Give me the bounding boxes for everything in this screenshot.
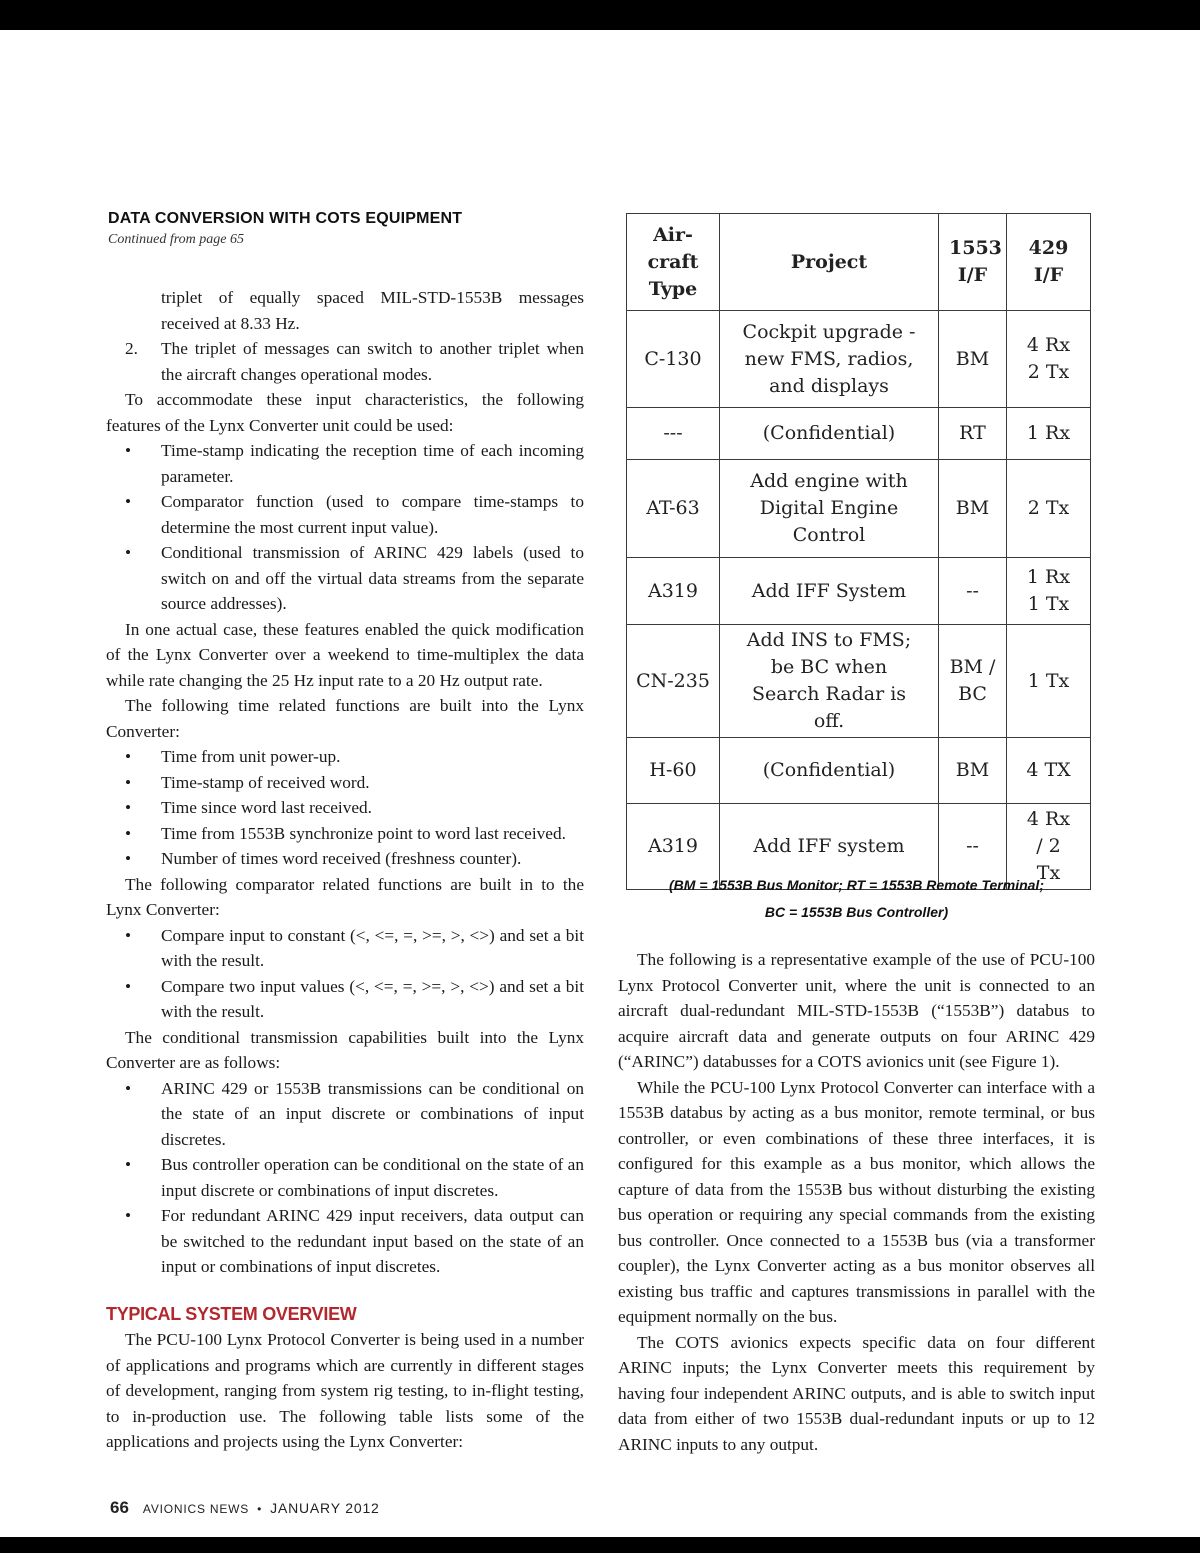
caption-line-2: BC = 1553B Bus Controller) <box>764 904 949 920</box>
cell-1553-if: RT <box>939 408 1007 460</box>
table-row <box>627 558 1091 625</box>
cell-1553-if: BM <box>939 311 1007 408</box>
paragraph: While the PCU-100 Lynx Protocol Converter can interface with a 1553B databus by acting as a bus monitor, remote terminal, or bus controller, or even combinations of these three interfaces, it is configured for this example as a bus monitor, which allows the capture of data from the 1553B bus without disturbing the existing bus operation or requiring any special commands from the existing bus controller. Once connected to a 1553B bus (via a transformer coupler), the Lynx Converter acting as a bus monitor observes all existing bus traffic and captures transmissions in parallel with the equipment normally on the bus. <box>618 1077 1095 1326</box>
paragraph: The COTS avionics expects specific data on four different ARINC inputs; the Lynx Converter meets this requirement by having four independent ARINC outputs, and is able to switch input data from either of two 1553B dual-redundant inputs or up to 12 ARINC inputs to any output. <box>618 1332 1095 1454</box>
cell-429-if: 4 Rx 2 Tx <box>1007 311 1091 408</box>
bullet-item <box>106 1152 584 1203</box>
bullet-item <box>106 846 584 872</box>
list-marker: • <box>125 772 132 792</box>
bullet-item <box>106 795 584 821</box>
cell-project: Add IFF system <box>720 804 939 890</box>
list-marker: • <box>125 1155 132 1174</box>
bullet-item <box>106 540 584 617</box>
header-aircraft-type: Air-craft Type <box>627 214 720 311</box>
table-row <box>627 460 1091 558</box>
cell-project: Add IFF System <box>720 558 939 625</box>
bullet-item <box>106 821 584 847</box>
footer-separator: • <box>257 1502 263 1516</box>
paragraph: To accommodate these input characteristics, the following features of the Lynx Converter unit could be used: <box>106 390 584 435</box>
bullet-item <box>106 489 584 540</box>
bullet-item <box>106 770 584 796</box>
paragraph: The following time related functions are built into the Lynx Converter: <box>106 696 584 741</box>
page-footer <box>110 1498 380 1518</box>
cell-1553-if: -- <box>939 558 1007 625</box>
cell-429-if: 1 Tx <box>1007 625 1091 738</box>
list-marker: • <box>125 849 132 868</box>
list-marker: • <box>125 798 132 817</box>
list-marker: • <box>125 1078 132 1098</box>
continued-note: Continued from page 65 <box>108 232 244 247</box>
table-header-row <box>627 214 1091 311</box>
bullet-item <box>106 923 584 974</box>
bullet-item <box>106 438 584 489</box>
bullet-item <box>106 744 584 770</box>
list-item-text: triplet of equally spaced MIL-STD-1553B messages received at 8.33 Hz. <box>161 288 584 333</box>
list-item-text: Bus controller operation can be conditional on the state of an input discrete or combinations of input discretes. <box>161 1155 584 1200</box>
list-item-text: For redundant ARINC 429 input receivers, data output can be switched to the redundant input based on the state of an input or combinations of input discretes. <box>161 1206 584 1276</box>
spacer <box>106 1280 584 1302</box>
paragraph: The PCU-100 Lynx Protocol Converter is being used in a number of applications and programs which are currently in different stages of development, ranging from system rig testing, to in-flight testing, to in-production use. The following table lists some of the applications and projects using the Lynx Converter: <box>106 1330 584 1451</box>
left-column <box>106 285 584 1455</box>
list-item-text: Time from unit power-up. <box>161 747 341 766</box>
header-1553-if: 1553 I/F <box>939 214 1007 311</box>
cell-aircraft-type: --- <box>627 408 720 460</box>
list-item-text: Number of times word received (freshness counter). <box>161 849 522 868</box>
list-item-text: Time since word last received. <box>161 798 373 817</box>
list-item-text: Time-stamp of received word. <box>161 772 370 792</box>
cell-project: (Confidential) <box>720 408 939 460</box>
bottom-black-bar <box>0 1537 1200 1553</box>
table-row <box>627 408 1091 460</box>
cell-1553-if: -- <box>939 804 1007 890</box>
cell-project: (Confidential) <box>720 738 939 804</box>
applications-table <box>626 213 1091 890</box>
list-marker: • <box>125 441 132 460</box>
cell-project: Add engine with Digital Engine Control <box>720 460 939 558</box>
table-row <box>627 311 1091 408</box>
list-item <box>106 285 584 336</box>
list-item-text: ARINC 429 or 1553B transmissions can be conditional on the state of an input discrete or combinations of input discretes. <box>161 1078 584 1149</box>
cell-1553-if: BM <box>939 738 1007 804</box>
table-caption <box>618 872 1095 926</box>
paragraph: The following comparator related functions are built in to the Lynx Converter: <box>106 874 584 919</box>
bullet-item <box>106 974 584 1025</box>
list-marker: 2. <box>125 339 138 358</box>
cell-429-if: 1 Rx 1 Tx <box>1007 558 1091 625</box>
list-marker: • <box>125 747 132 766</box>
list-item-text: The triplet of messages can switch to another triplet when the aircraft changes operational modes. <box>161 339 584 384</box>
top-black-bar <box>0 0 1200 30</box>
page-number: 66 <box>110 1498 129 1517</box>
cell-aircraft-type: A319 <box>627 558 720 625</box>
table-body <box>627 311 1091 890</box>
list-marker: • <box>125 976 132 996</box>
cell-1553-if: BM / BC <box>939 625 1007 738</box>
cell-429-if: 1 Rx <box>1007 408 1091 460</box>
table-row <box>627 738 1091 804</box>
section-title: DATA CONVERSION WITH COTS EQUIPMENT <box>108 210 463 227</box>
list-marker: • <box>125 823 132 843</box>
list-item <box>106 336 584 387</box>
header-project: Project <box>720 214 939 311</box>
bullet-item <box>106 1203 584 1280</box>
cell-aircraft-type: A319 <box>627 804 720 890</box>
table-row <box>627 625 1091 738</box>
header-429-if: 429 I/F <box>1007 214 1091 311</box>
paragraph: The conditional transmission capabilities built into the Lynx Converter are as follows: <box>106 1027 584 1072</box>
cell-project: Cockpit upgrade - new FMS, radios, and displays <box>720 311 939 408</box>
cell-project: Add INS to FMS; be BC when Search Radar is off. <box>720 625 939 738</box>
paragraph: In one actual case, these features enabled the quick modification of the Lynx Converter over a weekend to time-multiplex the data while rate changing the 25 Hz input rate to a 20 Hz output rate. <box>106 619 584 690</box>
list-marker: • <box>125 925 132 945</box>
list-item-text: Compare input to constant (<, <=, =, >=, >, <>) and set a bit with the result. <box>161 925 584 970</box>
cell-429-if: 4 TX <box>1007 738 1091 804</box>
cell-429-if: 4 Rx / 2 Tx <box>1007 804 1091 890</box>
publication-name: AVIONICS NEWS <box>142 1502 250 1516</box>
paragraph: The following is a representative example of the use of PCU-100 Lynx Protocol Converter unit, where the unit is connected to an aircraft dual-redundant MIL-STD-1553B (“1553B”) databus to acquire aircraft data and generate outputs on four ARINC 429 (“ARINC”) databusses for a COTS avionics unit (see Figure 1). <box>618 950 1095 1071</box>
cell-1553-if: BM <box>939 460 1007 558</box>
subsection-heading: TYPICAL SYSTEM OVERVIEW <box>106 1303 357 1324</box>
right-column <box>618 947 1095 1457</box>
list-item-text: Compare two input values (<, <=, =, >=, >, <>) and set a bit with the result. <box>161 976 584 1021</box>
cell-aircraft-type: CN-235 <box>627 625 720 738</box>
cell-aircraft-type: C-130 <box>627 311 720 408</box>
list-item-text: Time from 1553B synchronize point to word last received. <box>161 823 566 843</box>
list-item-text: Conditional transmission of ARINC 429 labels (used to switch on and off the virtual data streams from the separate source addresses). <box>161 543 584 613</box>
cell-429-if: 2 Tx <box>1007 460 1091 558</box>
list-marker: • <box>125 1206 132 1225</box>
cell-aircraft-type: H-60 <box>627 738 720 804</box>
list-item-text: Comparator function (used to compare time-stamps to determine the most current input value). <box>161 492 584 537</box>
cell-aircraft-type: AT-63 <box>627 460 720 558</box>
list-item-text: Time-stamp indicating the reception time of each incoming parameter. <box>161 441 584 486</box>
bullet-item <box>106 1076 584 1153</box>
issue-date: JANUARY 2012 <box>270 1500 380 1516</box>
list-marker: • <box>125 492 132 511</box>
caption-line-1: (BM = 1553B Bus Monitor; RT = 1553B Remote Terminal; <box>669 877 1044 893</box>
list-marker: • <box>125 543 132 562</box>
